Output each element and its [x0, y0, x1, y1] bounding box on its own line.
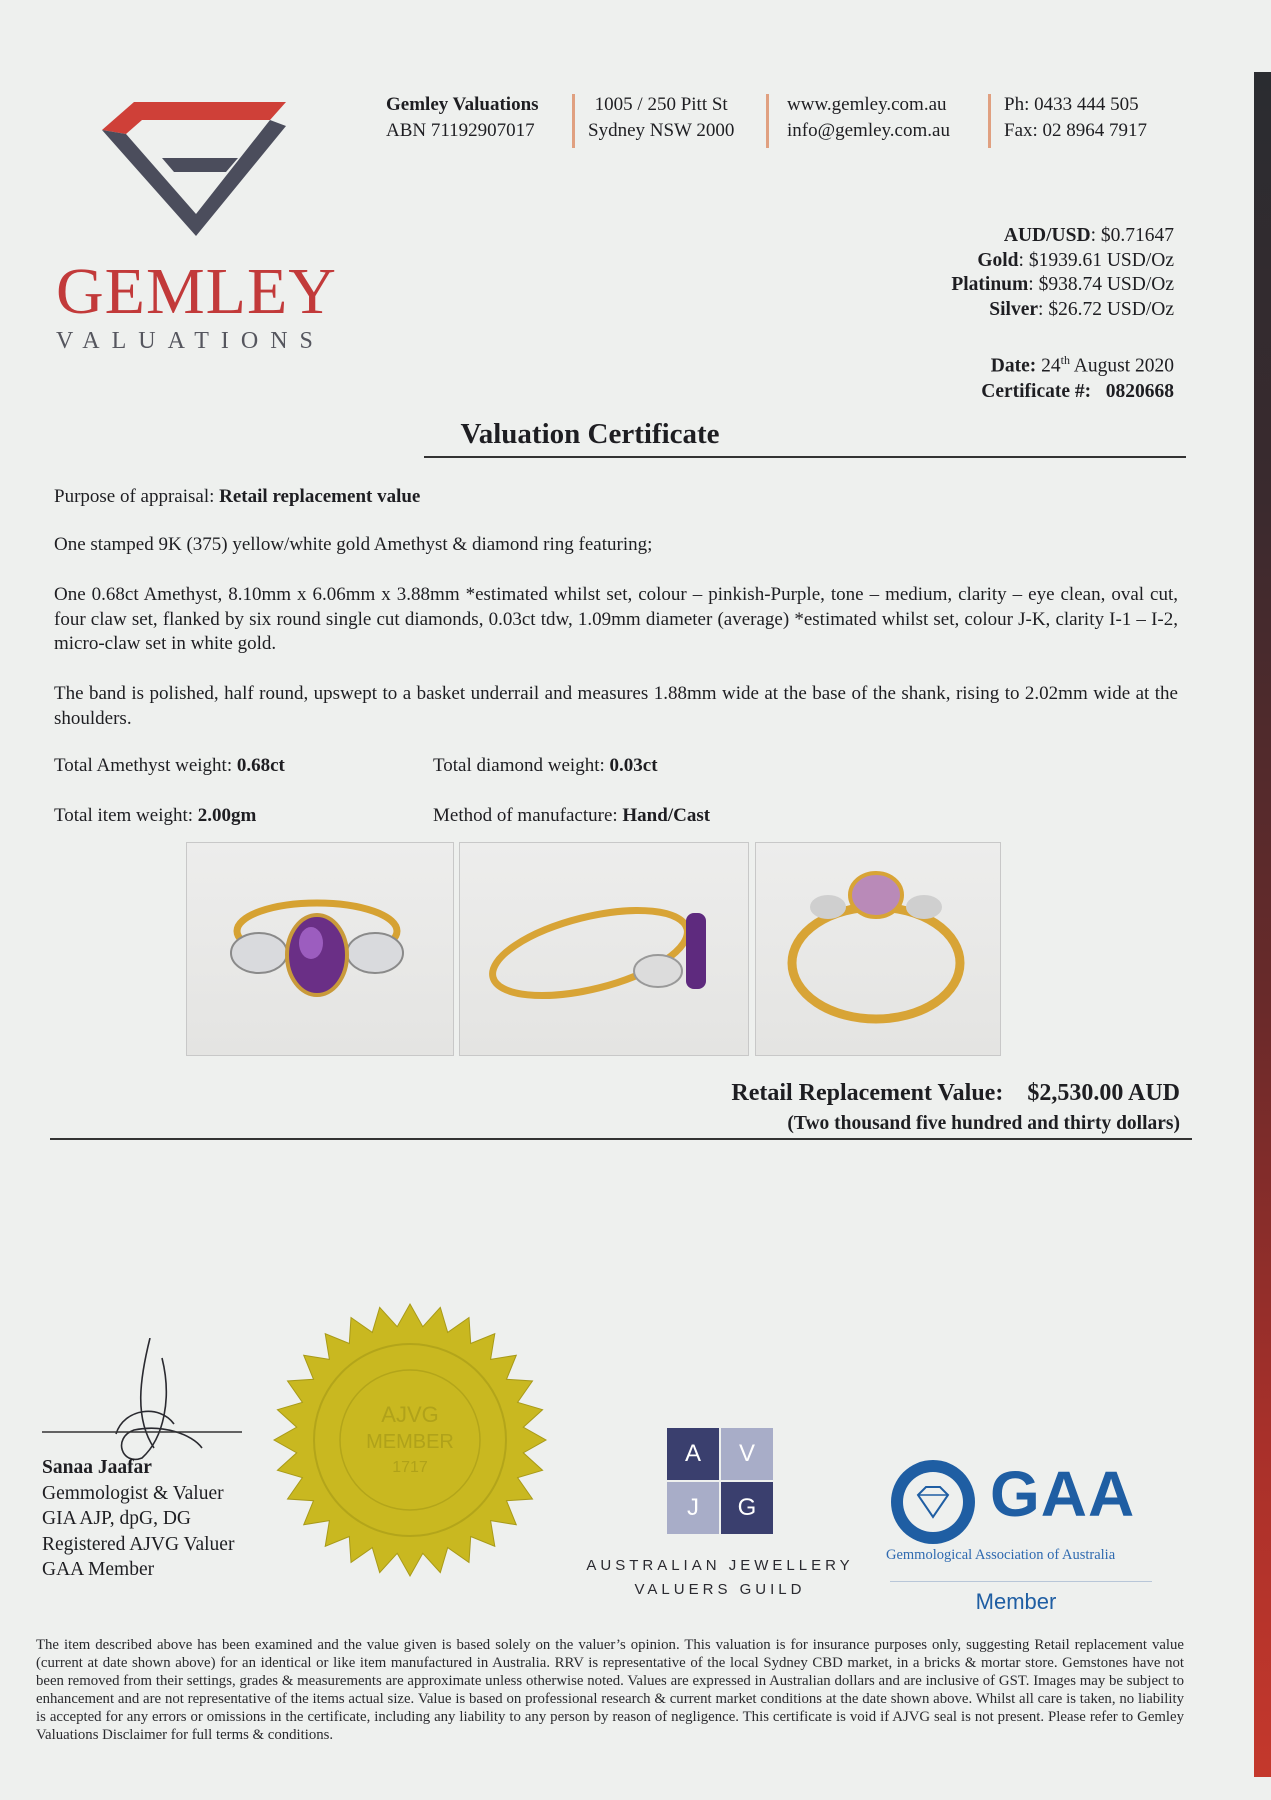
ajvg-letter-a: A — [667, 1428, 719, 1480]
header-separator — [572, 94, 575, 148]
date-certificate-block — [880, 348, 1174, 404]
svg-text:1717: 1717 — [392, 1459, 428, 1476]
svg-text:MEMBER: MEMBER — [366, 1431, 454, 1453]
gem-outline-icon — [100, 96, 290, 241]
rate-silver: Silver: $26.72 USD/Oz — [989, 298, 1174, 320]
valuer-membership: GAA Member — [42, 1559, 155, 1580]
manufacture-method: Method of manufacture: Hand/Cast — [433, 805, 711, 826]
value-amount: $2,530.00 AUD — [1027, 1080, 1180, 1106]
rate-gold: Gold: $1939.61 USD/Oz — [977, 249, 1174, 271]
diamond-weight: Total diamond weight: 0.03ct — [433, 755, 658, 776]
value-rule — [50, 1138, 1192, 1140]
description-stones: One 0.68ct Amethyst, 8.10mm x 6.06mm x 3.88mm *estimated whilst set, colour – pinkish-Purple, tone – medium, clarity – eye clean, oval cut, four claw set, flanked by six round single cut diamonds, 0.03ct tdw, 1.09mm diameter (average) *estimated whilst set, colour J-K, clarity I-1 – I-2, micro-claw set in white gold. — [54, 584, 1178, 654]
gaa-divider — [890, 1581, 1152, 1582]
ring-photo-side — [459, 842, 749, 1056]
ajvg-letter-grid — [667, 1428, 773, 1534]
company-block — [386, 92, 539, 144]
header-separator — [988, 94, 991, 148]
page-title: Valuation Certificate — [460, 418, 720, 450]
ring-photo-back — [755, 842, 1001, 1056]
svg-text:AJVG: AJVG — [381, 1402, 439, 1427]
ajvg-letter-g: G — [721, 1482, 773, 1534]
description-band: The band is polished, half round, upswept to a basket underrail and measures 1.88mm wide at the base of the shank, rising to 2.02mm wide at the shoulders. — [54, 683, 1178, 729]
description-intro: One stamped 9K (375) yellow/white gold Amethyst & diamond ring featuring; — [54, 534, 653, 555]
valuer-role: Gemmologist & Valuer — [42, 1482, 224, 1504]
valuer-qualifications: GIA AJP, dpG, DG — [42, 1508, 191, 1529]
edge-color-bar — [1254, 72, 1271, 1777]
certificate-date: Date: 24th August 2020 — [990, 353, 1174, 377]
address-line-1: 1005 / 250 Pitt St — [594, 94, 728, 115]
ajvg-letter-j: J — [667, 1482, 719, 1534]
rate-aud-usd: AUD/USD: $0.71647 — [1003, 225, 1174, 246]
company-name: Gemley Valuations — [386, 94, 539, 115]
fax-number: Fax: 02 8964 7917 — [1004, 120, 1148, 141]
company-abn: ABN 71192907017 — [386, 120, 535, 141]
ajvg-seal — [272, 1302, 548, 1578]
gaa-wordmark: GAA — [990, 1458, 1136, 1530]
valuer-details — [42, 1455, 234, 1583]
title-rule — [424, 456, 1186, 458]
gaa-logo — [880, 1455, 1170, 1625]
logo-subtitle: VALUATIONS — [56, 328, 325, 354]
phone-block — [1004, 92, 1147, 144]
item-weight: Total item weight: 2.00gm — [54, 805, 257, 826]
disclaimer-text: The item described above has been examined and the value given is based solely on the valuer’s opinion. This valuation is for insurance purposes only, suggesting Retail replacement value (current at date shown above) for an identical or like item manufactured in Australia. RRV is representative of the local Sydney CBD market, in a bricks & mortar store. Gemstones have not been removed from their settings, grades & measurements are approximate unless otherwise noted. Values are expressed in Australian dollars and are inclusive of GST. Images may be subject to enhancement and are not representative of the items actual size. Value is based on professional research & current market conditions at the date shown above. Whilst all care is taken, no liability is accepted for any errors or omissions in the certificate, including any liability to any person by reason of negligence. This certificate is void if AJVG seal is not present. Please refer to Gemley Valuations Disclaimer for full terms & conditions. — [36, 1637, 1184, 1743]
ajvg-letter-v: V — [721, 1428, 773, 1480]
purpose-line: Purpose of appraisal: Retail replacement value — [54, 486, 421, 507]
gemley-logo — [56, 96, 356, 366]
logo-brand-text: GEMLEY — [56, 255, 337, 328]
gaa-emblem-icon — [888, 1457, 978, 1547]
email-link[interactable]: info@gemley.com.au — [787, 120, 950, 141]
web-block — [787, 92, 950, 144]
rate-platinum: Platinum: $938.74 USD/Oz — [951, 274, 1174, 295]
value-in-words: (Two thousand five hundred and thirty dollars) — [787, 1113, 1180, 1134]
address-block — [588, 92, 734, 144]
metal-rates — [880, 224, 1174, 322]
ajvg-caption-2: VALUERS GUILD — [634, 1581, 806, 1598]
ajvg-logo — [560, 1425, 880, 1605]
retail-replacement-value: Retail Replacement Value: $2,530.00 AUD — [731, 1080, 1180, 1106]
certificate-number: Certificate #: 0820668 — [981, 380, 1174, 402]
amethyst-weight: Total Amethyst weight: 0.68ct — [54, 755, 285, 776]
header-separator — [766, 94, 769, 148]
website-link[interactable]: www.gemley.com.au — [787, 94, 947, 115]
valuer-name: Sanaa Jaafar — [42, 1457, 152, 1478]
ajvg-caption-1: AUSTRALIAN JEWELLERY — [586, 1557, 854, 1574]
valuer-registration: Registered AJVG Valuer — [42, 1533, 235, 1555]
address-line-2: Sydney NSW 2000 — [588, 120, 735, 141]
gaa-full-name: Gemmological Association of Australia — [886, 1547, 1116, 1563]
gaa-member-label: Member — [975, 1589, 1057, 1614]
phone-number: Ph: 0433 444 505 — [1004, 94, 1139, 115]
ring-photo-front — [186, 842, 454, 1056]
